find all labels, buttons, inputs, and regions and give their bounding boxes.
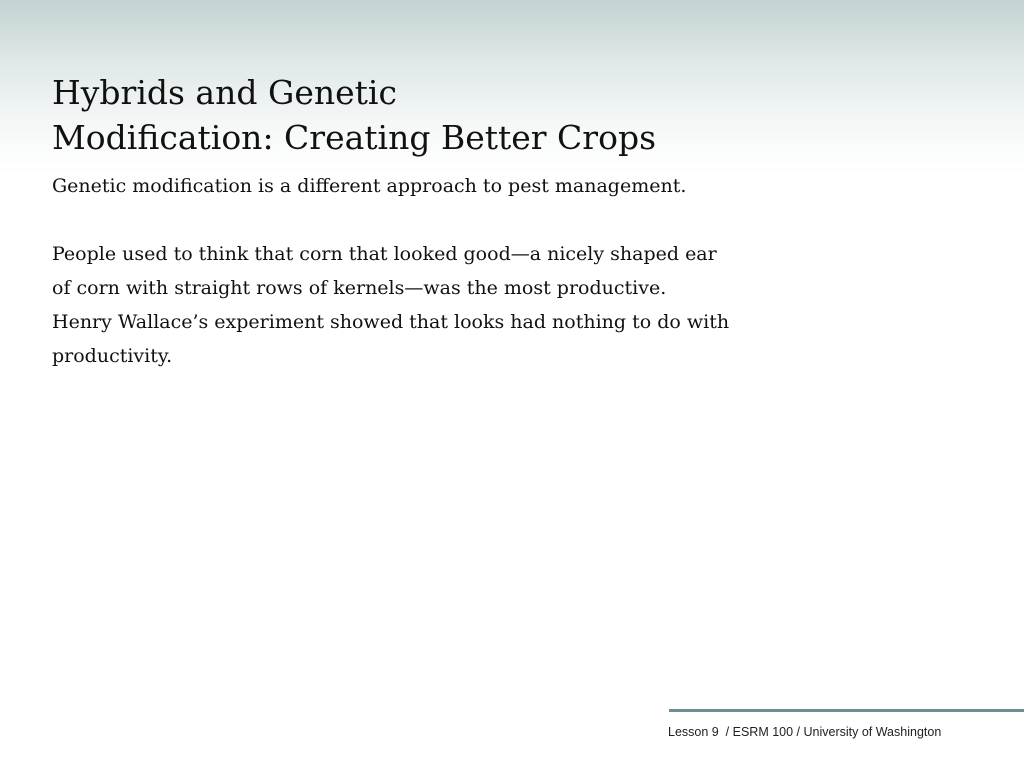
slide-title-line-2: Modification: Creating Better Crops bbox=[52, 118, 657, 157]
slide-title bbox=[52, 70, 712, 160]
body-paragraph-1: Genetic modification is a different approach to pest management. bbox=[52, 175, 687, 197]
footer-divider bbox=[669, 709, 1024, 712]
footer-course-info: Lesson 9 / ESRM 100 / University of Washington bbox=[668, 725, 942, 739]
body-paragraph-2: People used to think that corn that looked good—a nicely shaped ear of corn with straight rows of kernels—was the most productive. Henry Wallace’s experiment showed that looks had nothing to do with productivity. bbox=[52, 243, 730, 367]
slide-title-line-1: Hybrids and Genetic bbox=[52, 73, 397, 112]
slide-body bbox=[52, 169, 732, 373]
